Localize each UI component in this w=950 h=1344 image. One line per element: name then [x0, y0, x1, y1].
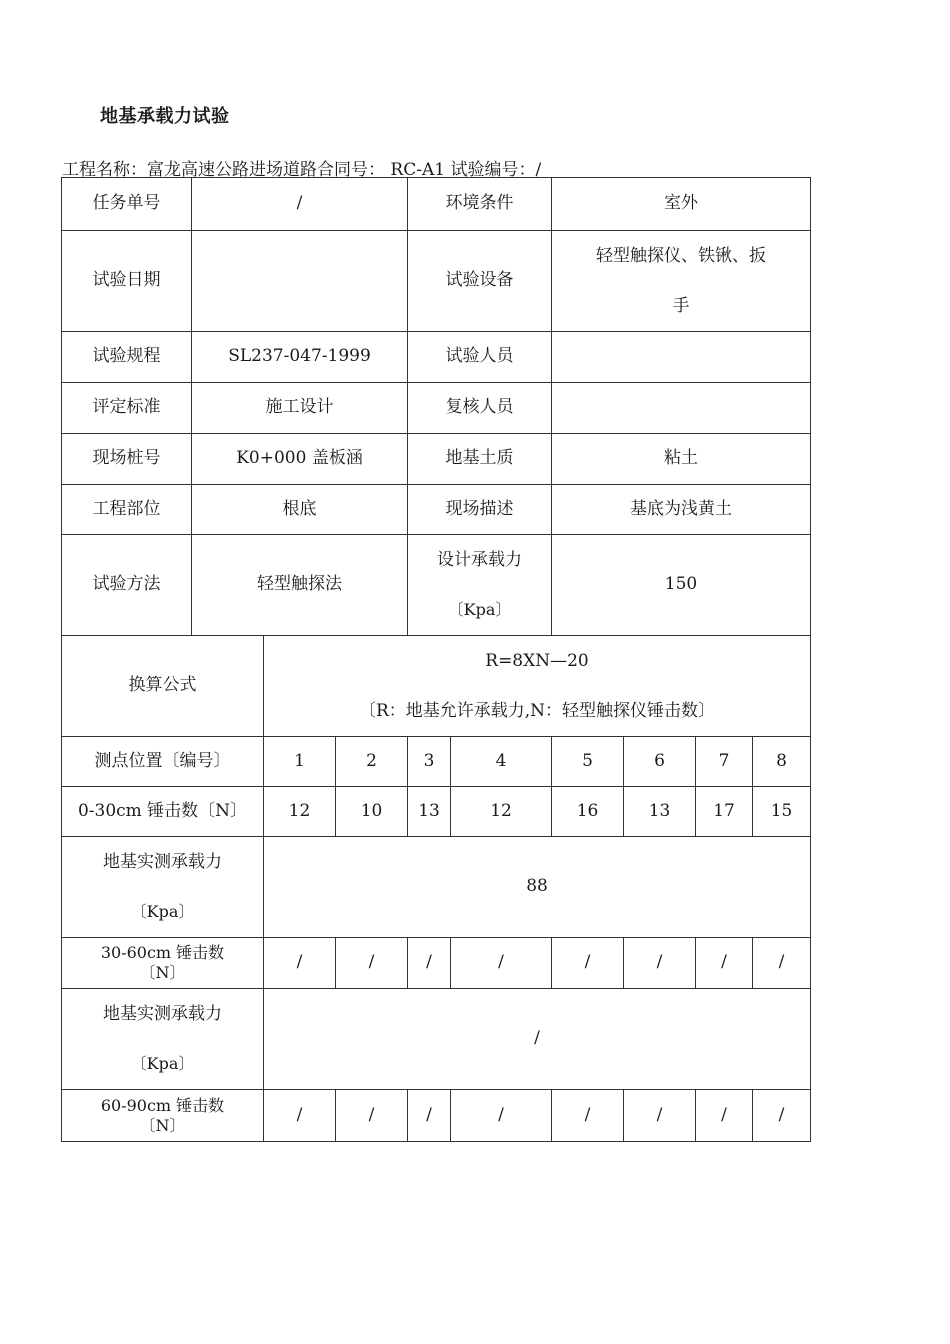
formula-expression: R=8XN—20: [485, 651, 589, 671]
blow-count-cell: 13: [624, 787, 696, 837]
table-row: [62, 485, 811, 535]
point-cell: 1: [264, 737, 336, 787]
station-value: K0+000 盖板涵: [192, 434, 408, 485]
blow-count-cell: /: [552, 938, 624, 989]
method-label: 试验方法: [62, 535, 192, 636]
blow-count-cell: 12: [451, 787, 552, 837]
measured-capacity-label: [62, 837, 264, 938]
measured-capacity-value: /: [264, 989, 811, 1090]
table-row: [62, 178, 811, 231]
blow-count-cell: /: [408, 938, 451, 989]
design-capacity-value: 150: [552, 535, 811, 636]
point-cell: 8: [753, 737, 811, 787]
tester-label: 试验人员: [408, 332, 552, 383]
blow-count-cell: 13: [408, 787, 451, 837]
blow-count-cell: /: [264, 938, 336, 989]
blow-count-cell: 16: [552, 787, 624, 837]
table-row: [62, 737, 811, 787]
env-label: 环境条件: [408, 178, 552, 231]
equip-label: 试验设备: [408, 231, 552, 332]
equip-value-line2: 手: [672, 296, 690, 316]
table-row: [62, 434, 811, 485]
depth-60-90-label: [62, 1090, 264, 1142]
standard-label: 评定标准: [62, 383, 192, 434]
blow-count-cell: /: [696, 1090, 753, 1142]
point-cell: 7: [696, 737, 753, 787]
blow-count-cell: /: [552, 1090, 624, 1142]
env-value: 室外: [552, 178, 811, 231]
measured-capacity-label: [62, 989, 264, 1090]
blow-count-cell: /: [696, 938, 753, 989]
task-no-label: 任务单号: [62, 178, 192, 231]
document-title: 地基承载力试验: [100, 106, 230, 127]
method-value: 轻型触探法: [192, 535, 408, 636]
table-row: [62, 1090, 811, 1142]
part-value: 根底: [192, 485, 408, 535]
depth-30-60-label-line1: 30-60cm 锤击数: [100, 943, 225, 962]
point-cell: 2: [336, 737, 408, 787]
blow-count-cell: /: [336, 1090, 408, 1142]
blow-count-cell: /: [336, 938, 408, 989]
blow-count-cell: /: [264, 1090, 336, 1142]
measured-capacity-label-line1: 地基实测承载力: [103, 1004, 222, 1024]
formula-value: [264, 636, 811, 737]
formula-legend: 〔R：地基允许承载力,N：轻型触探仪锤击数〕: [358, 701, 716, 721]
table-row: [62, 535, 811, 636]
blow-count-cell: 12: [264, 787, 336, 837]
design-capacity-label-line1: 设计承载力: [437, 550, 523, 570]
table-row: [62, 837, 811, 938]
rule-label: 试验规程: [62, 332, 192, 383]
blow-count-cell: /: [451, 1090, 552, 1142]
blow-count-cell: 10: [336, 787, 408, 837]
points-label: 测点位置〔编号〕: [62, 737, 264, 787]
table-row: [62, 636, 811, 737]
design-capacity-unit: 〔Kpa〕: [447, 600, 512, 619]
task-no-value: /: [192, 178, 408, 231]
reviewer-label: 复核人员: [408, 383, 552, 434]
date-label: 试验日期: [62, 231, 192, 332]
desc-value: 基底为浅黄土: [552, 485, 811, 535]
reviewer-value: [552, 383, 811, 434]
standard-value: 施工设计: [192, 383, 408, 434]
table-row: [62, 787, 811, 837]
measured-capacity-unit: 〔Kpa〕: [130, 1054, 195, 1073]
desc-label: 现场描述: [408, 485, 552, 535]
part-label: 工程部位: [62, 485, 192, 535]
soil-value: 粘土: [552, 434, 811, 485]
depth-30-60-label-line2: 〔N〕: [139, 963, 186, 982]
table-row: [62, 938, 811, 989]
equip-value: [552, 231, 811, 332]
project-info-text: 工程名称：富龙高速公路进场道路合同号： RC-A1 试验编号：/: [62, 160, 542, 180]
point-cell: 5: [552, 737, 624, 787]
measured-capacity-value: 88: [264, 837, 811, 938]
point-cell: 3: [408, 737, 451, 787]
table-row: [62, 231, 811, 332]
design-capacity-label: [408, 535, 552, 636]
blow-count-cell: /: [451, 938, 552, 989]
blow-count-cell: /: [624, 1090, 696, 1142]
soil-label: 地基土质: [408, 434, 552, 485]
point-cell: 4: [451, 737, 552, 787]
depth-60-90-label-line2: 〔N〕: [139, 1115, 186, 1135]
blow-count-cell: 17: [696, 787, 753, 837]
rule-value: SL237-047-1999: [192, 332, 408, 383]
measured-capacity-unit: 〔Kpa〕: [130, 902, 195, 921]
measured-capacity-label-line1: 地基实测承载力: [103, 852, 222, 872]
equip-value-line1: 轻型触探仪、铁锹、扳: [596, 246, 767, 266]
blow-count-cell: /: [408, 1090, 451, 1142]
blow-count-cell: /: [753, 1090, 811, 1142]
formula-label: 换算公式: [62, 636, 264, 737]
blow-count-cell: 15: [753, 787, 811, 837]
blow-count-cell: /: [624, 938, 696, 989]
table-row: [62, 332, 811, 383]
station-label: 现场桩号: [62, 434, 192, 485]
tester-value: [552, 332, 811, 383]
bearing-capacity-table: [61, 177, 811, 1142]
table-row: [62, 989, 811, 1090]
blow-count-cell: /: [753, 938, 811, 989]
depth-60-90-label-line1: 60-90cm 锤击数: [100, 1095, 225, 1115]
depth-30-60-label: [62, 938, 264, 989]
depth-0-30-label: 0-30cm 锤击数〔N〕: [62, 787, 264, 837]
table-row: [62, 383, 811, 434]
point-cell: 6: [624, 737, 696, 787]
date-value: [192, 231, 408, 332]
